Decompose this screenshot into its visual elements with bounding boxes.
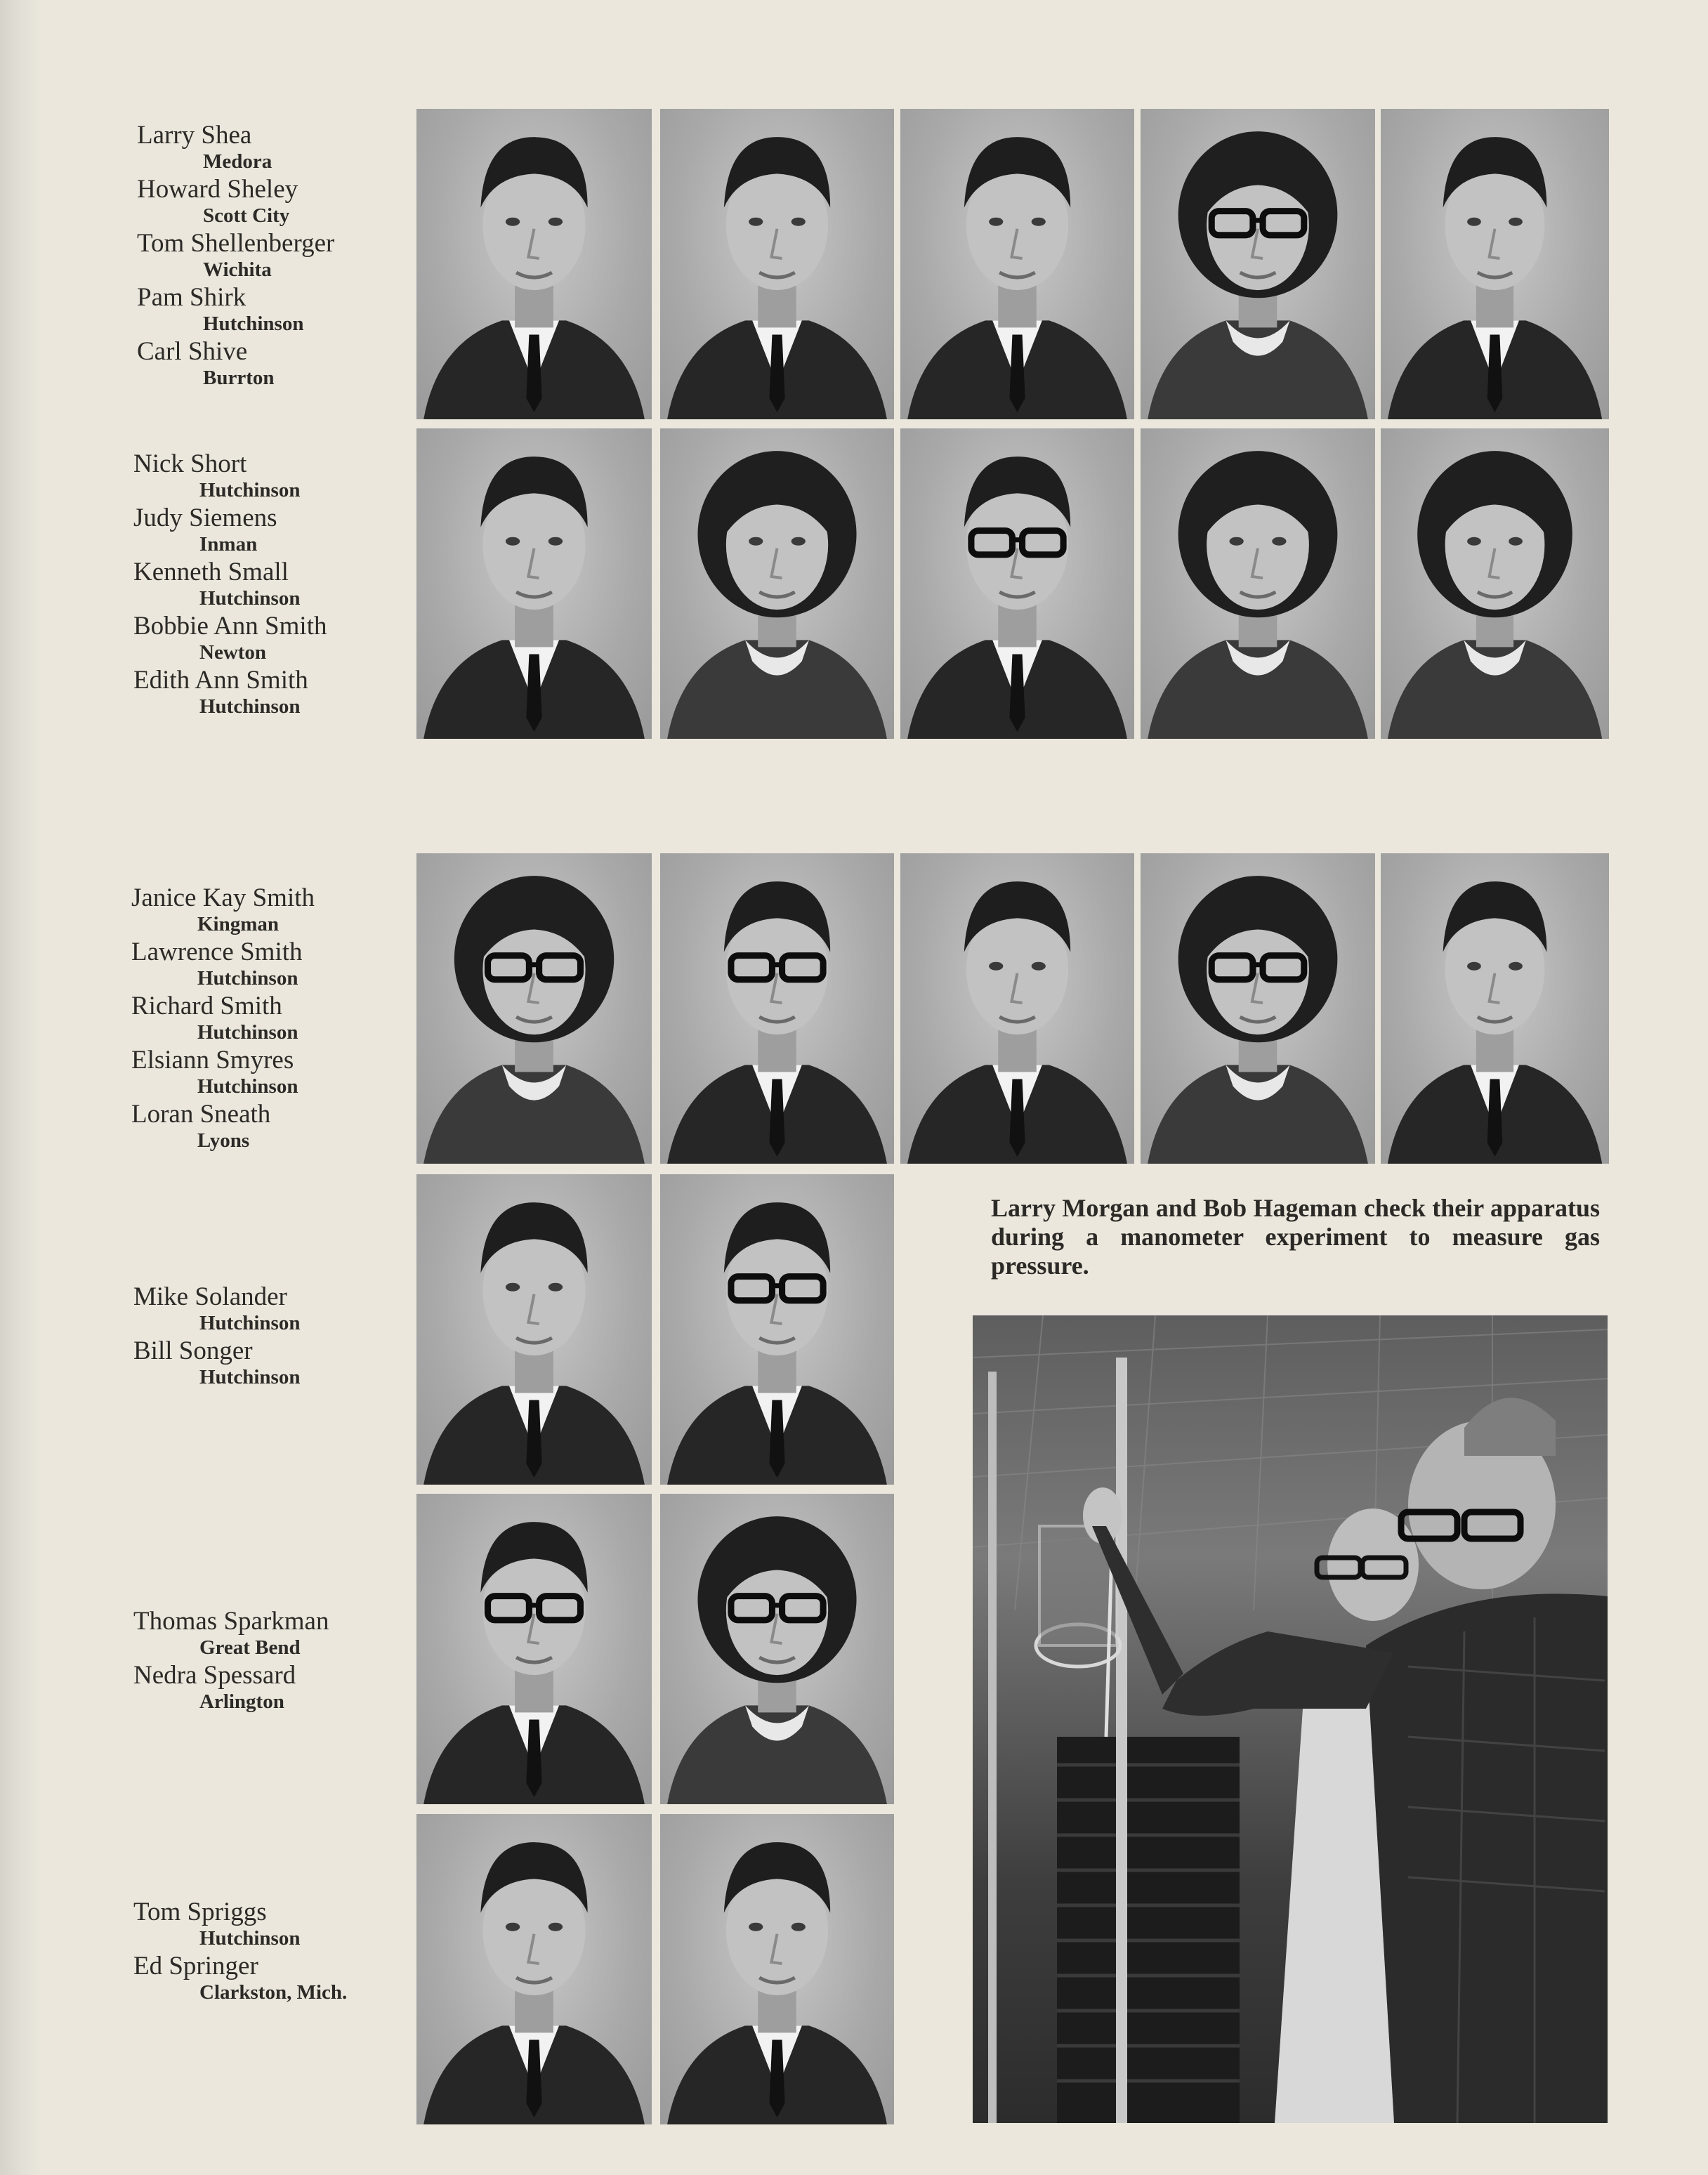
student-name: Ed Springer xyxy=(133,1952,258,1980)
student-portrait xyxy=(660,109,894,419)
student-hometown: Hutchinson xyxy=(199,587,301,610)
student-portrait xyxy=(660,853,894,1164)
student-name: Larry Shea xyxy=(137,121,252,150)
portrait-silhouette xyxy=(1381,853,1609,1164)
portrait-silhouette xyxy=(416,428,652,739)
student-name: Bill Songer xyxy=(133,1336,253,1365)
portrait-silhouette xyxy=(1141,853,1375,1164)
student-name: Howard Sheley xyxy=(137,175,298,204)
portrait-silhouette xyxy=(416,853,652,1164)
portrait-silhouette xyxy=(416,109,652,419)
portrait-silhouette xyxy=(660,428,894,739)
student-name: Thomas Sparkman xyxy=(133,1607,329,1636)
student-portrait xyxy=(416,1494,652,1804)
student-hometown: Medora xyxy=(203,150,272,173)
student-portrait xyxy=(416,1174,652,1485)
student-hometown: Clarkston, Mich. xyxy=(199,1981,348,2004)
portrait-silhouette xyxy=(1141,109,1375,419)
student-hometown: Hutchinson xyxy=(199,479,301,501)
student-hometown: Lyons xyxy=(197,1129,250,1152)
portrait-silhouette xyxy=(1381,428,1609,739)
student-hometown: Wichita xyxy=(203,258,272,281)
student-hometown: Hutchinson xyxy=(199,1312,301,1334)
lab-photo-illustration xyxy=(973,1315,1608,2123)
portrait-silhouette xyxy=(900,428,1134,739)
student-name: Loran Sneath xyxy=(131,1100,271,1129)
student-portrait xyxy=(660,428,894,739)
student-hometown: Inman xyxy=(199,533,258,556)
student-hometown: Hutchinson xyxy=(197,1021,298,1044)
student-hometown: Hutchinson xyxy=(197,967,298,990)
portrait-silhouette xyxy=(900,853,1134,1164)
portrait-silhouette xyxy=(660,1494,894,1804)
student-hometown: Hutchinson xyxy=(199,1927,301,1950)
student-hometown: Scott City xyxy=(203,204,290,227)
student-hometown: Hutchinson xyxy=(197,1075,298,1098)
student-portrait xyxy=(416,109,652,419)
student-hometown: Hutchinson xyxy=(199,695,301,718)
student-portrait xyxy=(1141,428,1375,739)
student-name: Pam Shirk xyxy=(137,283,247,312)
student-name: Carl Shive xyxy=(137,337,248,366)
portrait-silhouette xyxy=(900,109,1134,419)
student-hometown: Kingman xyxy=(197,913,280,935)
student-portrait xyxy=(900,853,1134,1164)
student-name: Lawrence Smith xyxy=(131,938,303,966)
portrait-silhouette xyxy=(416,1814,652,2124)
student-hometown: Hutchinson xyxy=(199,1366,301,1388)
student-name: Richard Smith xyxy=(131,992,282,1020)
student-name: Bobbie Ann Smith xyxy=(133,612,327,640)
student-name: Janice Kay Smith xyxy=(131,883,315,912)
student-portrait xyxy=(1141,109,1375,419)
student-portrait xyxy=(416,428,652,739)
portrait-silhouette xyxy=(1141,428,1375,739)
student-name: Kenneth Small xyxy=(133,558,289,586)
portrait-silhouette xyxy=(416,1494,652,1804)
student-hometown: Burrton xyxy=(203,367,275,389)
photo-caption: Larry Morgan and Bob Hageman check their apparatus during a manometer experiment to measure gas pressure. xyxy=(991,1194,1600,1280)
student-name: Judy Siemens xyxy=(133,504,277,532)
portrait-silhouette xyxy=(1381,109,1609,419)
student-portrait xyxy=(1141,853,1375,1164)
student-hometown: Great Bend xyxy=(199,1636,301,1659)
student-hometown: Hutchinson xyxy=(203,313,304,335)
student-name: Edith Ann Smith xyxy=(133,666,308,695)
lab-photo xyxy=(973,1315,1608,2123)
portrait-silhouette xyxy=(660,1174,894,1485)
student-portrait xyxy=(660,1174,894,1485)
student-portrait xyxy=(1381,109,1609,419)
student-portrait xyxy=(416,853,652,1164)
student-portrait xyxy=(416,1814,652,2124)
student-portrait xyxy=(900,109,1134,419)
student-portrait xyxy=(900,428,1134,739)
student-name: Tom Spriggs xyxy=(133,1898,267,1926)
student-portrait xyxy=(1381,428,1609,739)
page-gutter-shadow xyxy=(0,0,42,2175)
student-portrait xyxy=(660,1494,894,1804)
student-portrait xyxy=(660,1814,894,2124)
portrait-silhouette xyxy=(416,1174,652,1485)
student-name: Elsiann Smyres xyxy=(131,1046,294,1075)
student-hometown: Arlington xyxy=(199,1690,284,1713)
student-hometown: Newton xyxy=(199,641,267,664)
student-name: Nick Short xyxy=(133,449,247,478)
student-portrait xyxy=(1381,853,1609,1164)
student-name: Mike Solander xyxy=(133,1282,287,1311)
portrait-silhouette xyxy=(660,109,894,419)
portrait-silhouette xyxy=(660,853,894,1164)
student-name: Nedra Spessard xyxy=(133,1661,296,1690)
student-name: Tom Shellenberger xyxy=(137,229,335,258)
portrait-silhouette xyxy=(660,1814,894,2124)
